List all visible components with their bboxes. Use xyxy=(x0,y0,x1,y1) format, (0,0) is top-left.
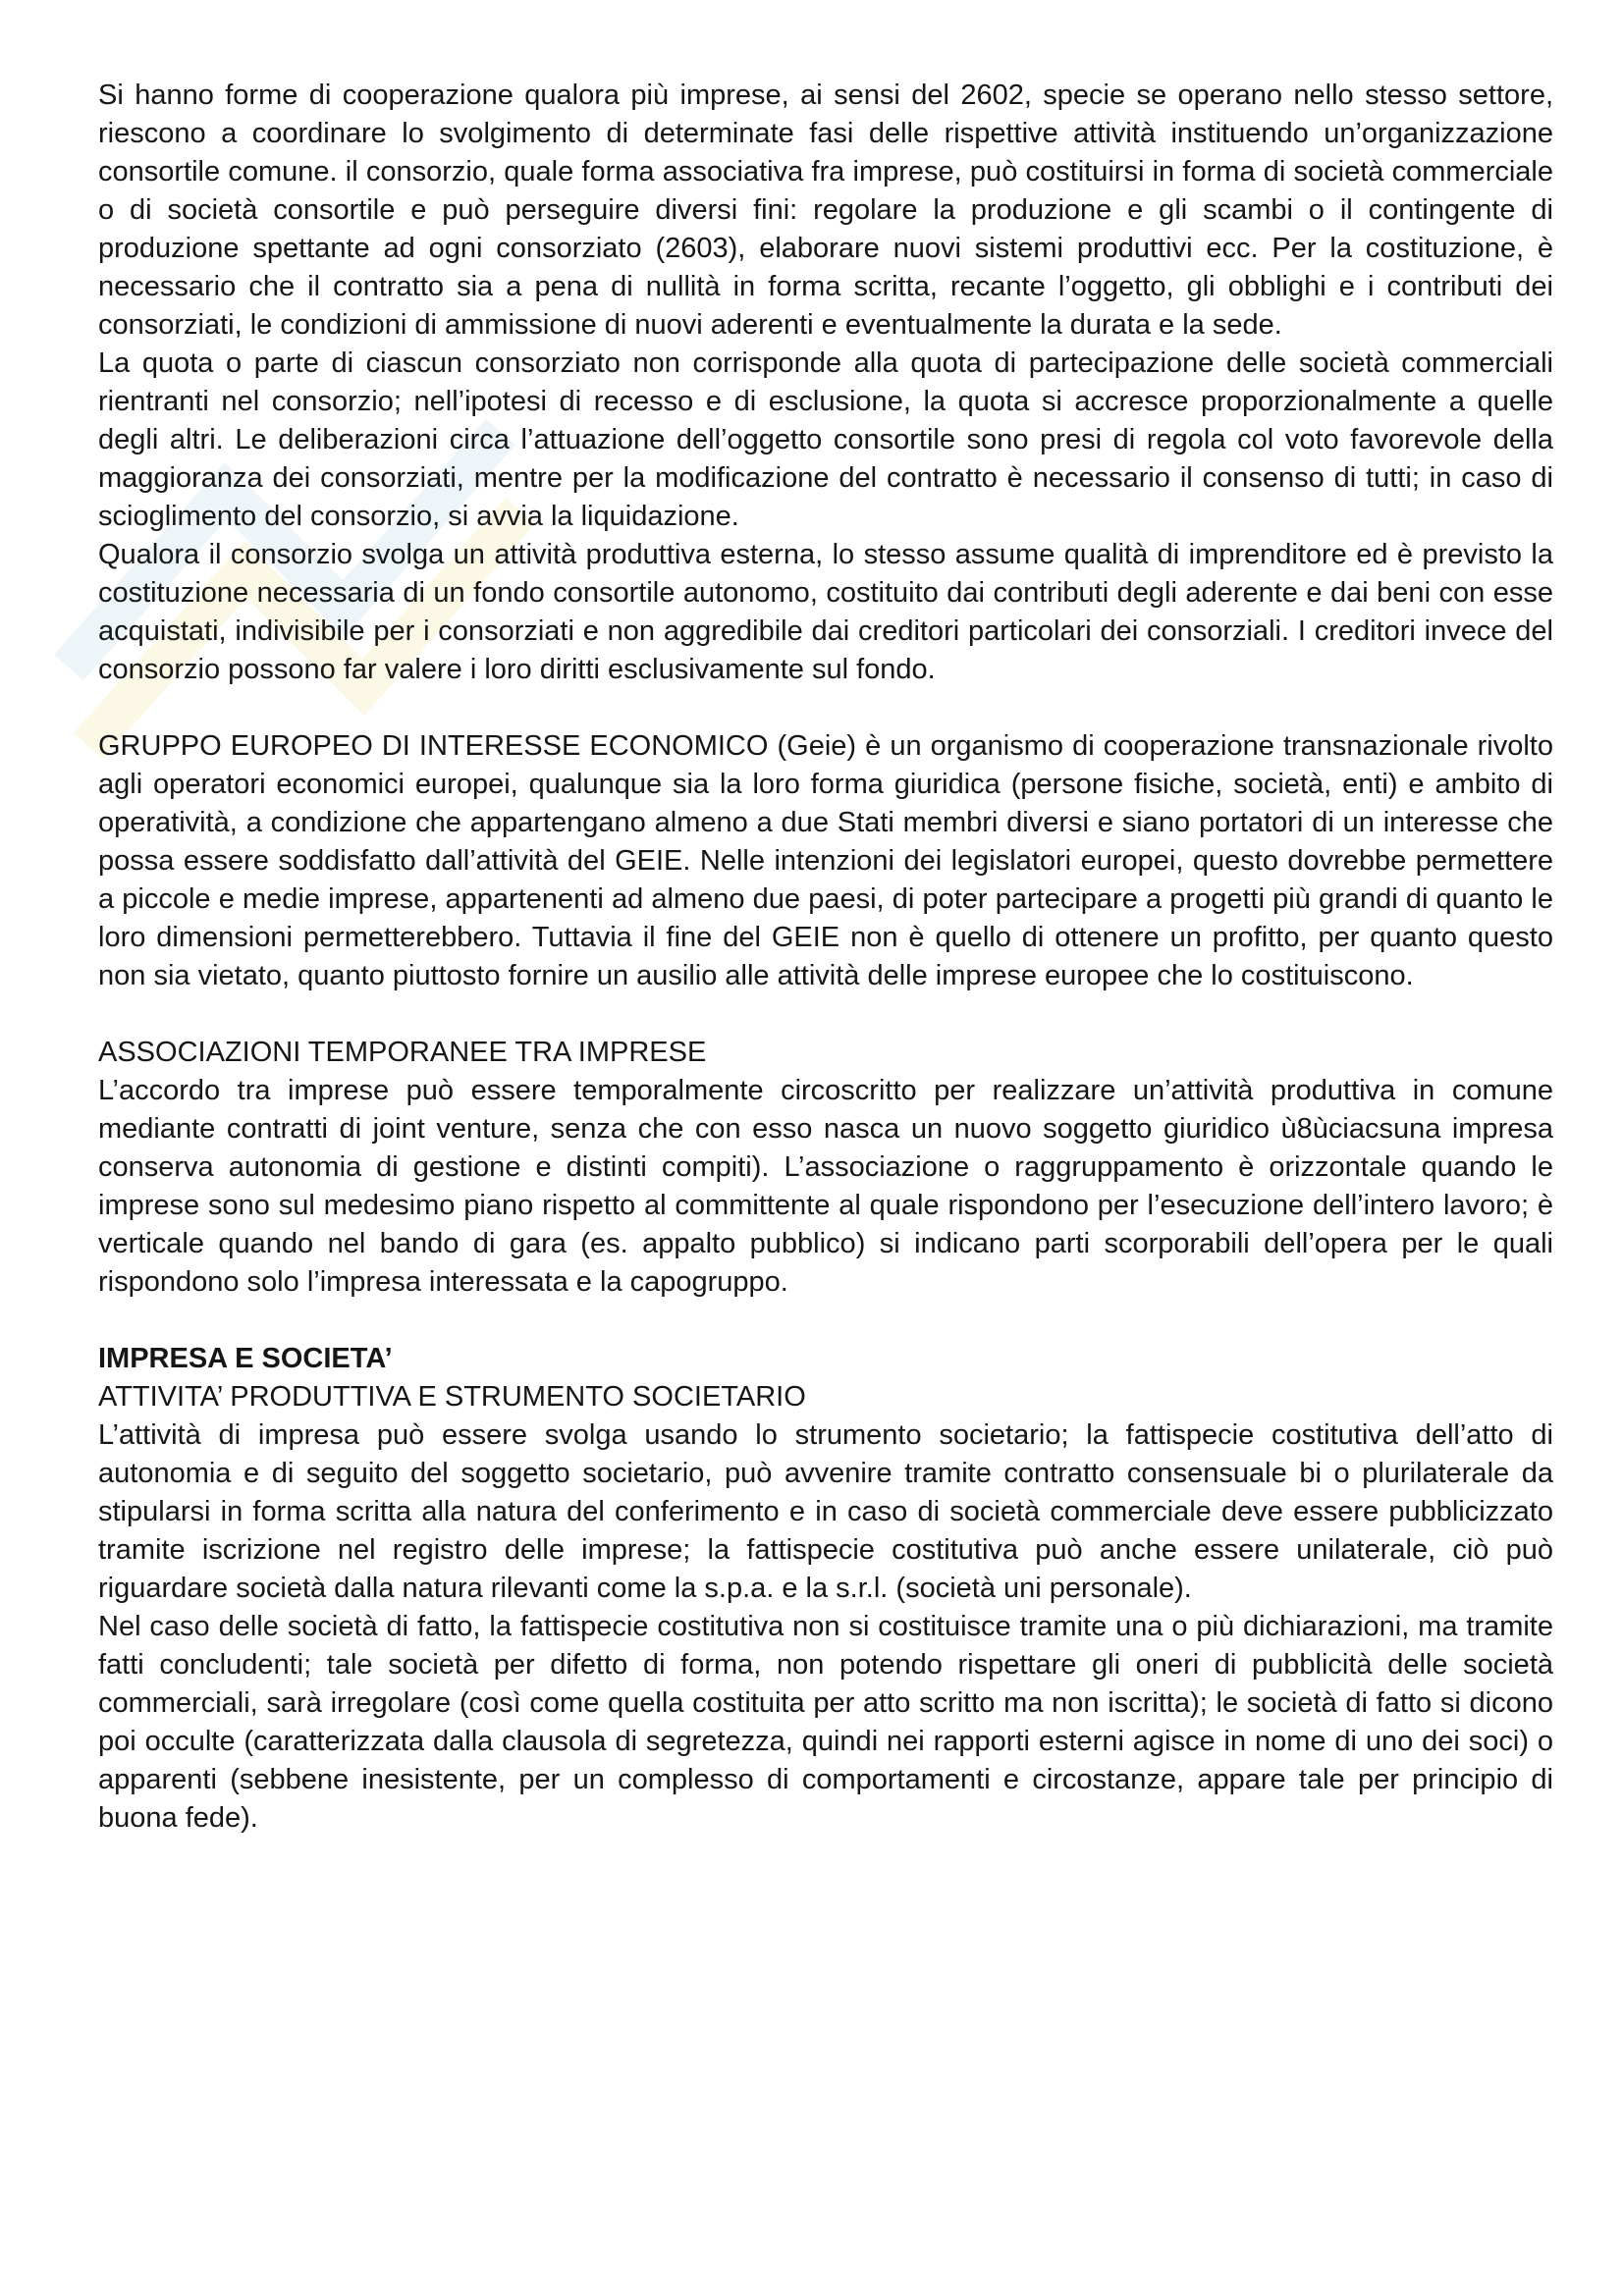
spacer xyxy=(98,995,1553,1034)
consorzio-paragraph-3: Qualora il consorzio svolga un attività produttiva esterna, lo stesso assume qualità di imprenditore ed è previsto la costituzione necessaria di un fondo consortile autonomo, costituito dai contributi degli aderente e dai beni con esse acquistati, indivisibile per i consorziati e non aggredibile dai creditori particolari dei consorziali. I creditori invece del consorzio possono far valere i loro diritti esclusivamente sul fondo. xyxy=(98,539,1553,685)
ati-heading: ASSOCIAZIONI TEMPORANEE TRA IMPRESE xyxy=(98,1037,707,1068)
consorzio-paragraph-1: Si hanno forme di cooperazione qualora più imprese, ai sensi del 2602, specie se operano nello stesso settore, riescono a coordinare lo svolgimento di determinate fasi delle rispettive attività instituendo un’organizzazione consortile comune. il consorzio, quale forma associativa fra imprese, può costituirsi in forma di società commerciale o di società consortile e può perseguire diversi fini: regolare la produzione e gli scambi o il contingente di produzione spettante ad ogni consorziato (2603), elaborare nuovi sistemi produttivi ecc. Per la costituzione, è necessario che il contratto sia a pena di nullità in forma scritta, recante l’oggetto, gli obblighi e i contributi dei consorziati, le condizioni di ammissione di nuovi aderenti e eventualmente la durata e la sede. xyxy=(98,80,1553,341)
spacer xyxy=(98,1302,1553,1340)
ati-paragraph: L’accordo tra imprese può essere temporalmente circoscritto per realizzare un’attività produttiva in comune mediante contratti di joint venture, senza che con esso nasca un nuovo soggetto giuridico ù8ùciacsuna impresa conserva autonomia di gestione e distinti compiti). L’associazione o raggruppamento è orizzontale quando le imprese sono sul medesimo piano rispetto al committente al quale rispondono per l’esecuzione dell’intero lavoro; è verticale quando nel bando di gara (es. appalto pubblico) si indicano parti scorporabili dell’opera per le quali rispondono solo l’impresa interessata e la capogruppo. xyxy=(98,1075,1553,1298)
attivita-produttiva-subheading: ATTIVITA’ PRODUTTIVA E STRUMENTO SOCIETARIO xyxy=(98,1381,806,1413)
document-page xyxy=(98,77,1553,1838)
societa-paragraph-2: Nel caso delle società di fatto, la fattispecie costitutiva non si costituisce tramite una o più dichiarazioni, ma tramite fatti concludenti; tale società per difetto di forma, non potendo rispettare gli oneri di pubblicità delle società commerciali, sarà irregolare (così come quella costituita per atto scritto ma non iscritta); le società di fatto si dicono poi occulte (caratterizzata dalla clausola di segretezza, quindi nei rapporti esterni agisce in nome di uno dei soci) o apparenti (sebbene inesistente, per un complesso di comportamenti e circostanze, appare tale per principio di buona fede). xyxy=(98,1611,1553,1834)
societa-paragraph-1: L’attività di impresa può essere svolga usando lo strumento societario; la fattispecie costitutiva dell’atto di autonomia e di seguito del soggetto societario, può avvenire tramite contratto consensuale bi o plurilaterale da stipularsi in forma scritta alla natura del conferimento e in caso di società commerciale deve essere pubblicizzato tramite iscrizione nel registro delle imprese; la fattispecie costitutiva può anche essere unilaterale, ciò può riguardare società dalla natura rilevanti come la s.p.a. e la s.r.l. (società uni personale). xyxy=(98,1419,1553,1604)
impresa-societa-heading: IMPRESA E SOCIETA’ xyxy=(98,1343,393,1374)
geie-paragraph: GRUPPO EUROPEO DI INTERESSE ECONOMICO (Geie) è un organismo di cooperazione transnazionale rivolto agli operatori economici europei, qualunque sia la loro forma giuridica (persone fisiche, società, enti) e ambito di operatività, a condizione che appartengano almeno a due Stati membri diversi e siano portatori di un interesse che possa essere soddisfatto dall’attività del GEIE. Nelle intenzioni dei legislatori europei, questo dovrebbe permettere a piccole e medie imprese, appartenenti ad almeno due paesi, di poter partecipare a progetti più grandi di quanto le loro dimensioni permetterebbero. Tuttavia il fine del GEIE non è quello di ottenere un profitto, per quanto questo non sia vietato, quanto piuttosto fornire un ausilio alle attività delle imprese europee che lo costituiscono. xyxy=(98,730,1553,991)
spacer xyxy=(98,689,1553,727)
consorzio-paragraph-2: La quota o parte di ciascun consorziato non corrisponde alla quota di partecipazione delle società commerciali rientranti nel consorzio; nell’ipotesi di recesso e di esclusione, la quota si accresce proporzionalmente a quelle degli altri. Le deliberazioni circa l’attuazione dell’oggetto consortile sono presi di regola col voto favorevole della maggioranza dei consorziati, mentre per la modificazione del contratto è necessario il consenso di tutti; in caso di scioglimento del consorzio, si avvia la liquidazione. xyxy=(98,347,1553,532)
